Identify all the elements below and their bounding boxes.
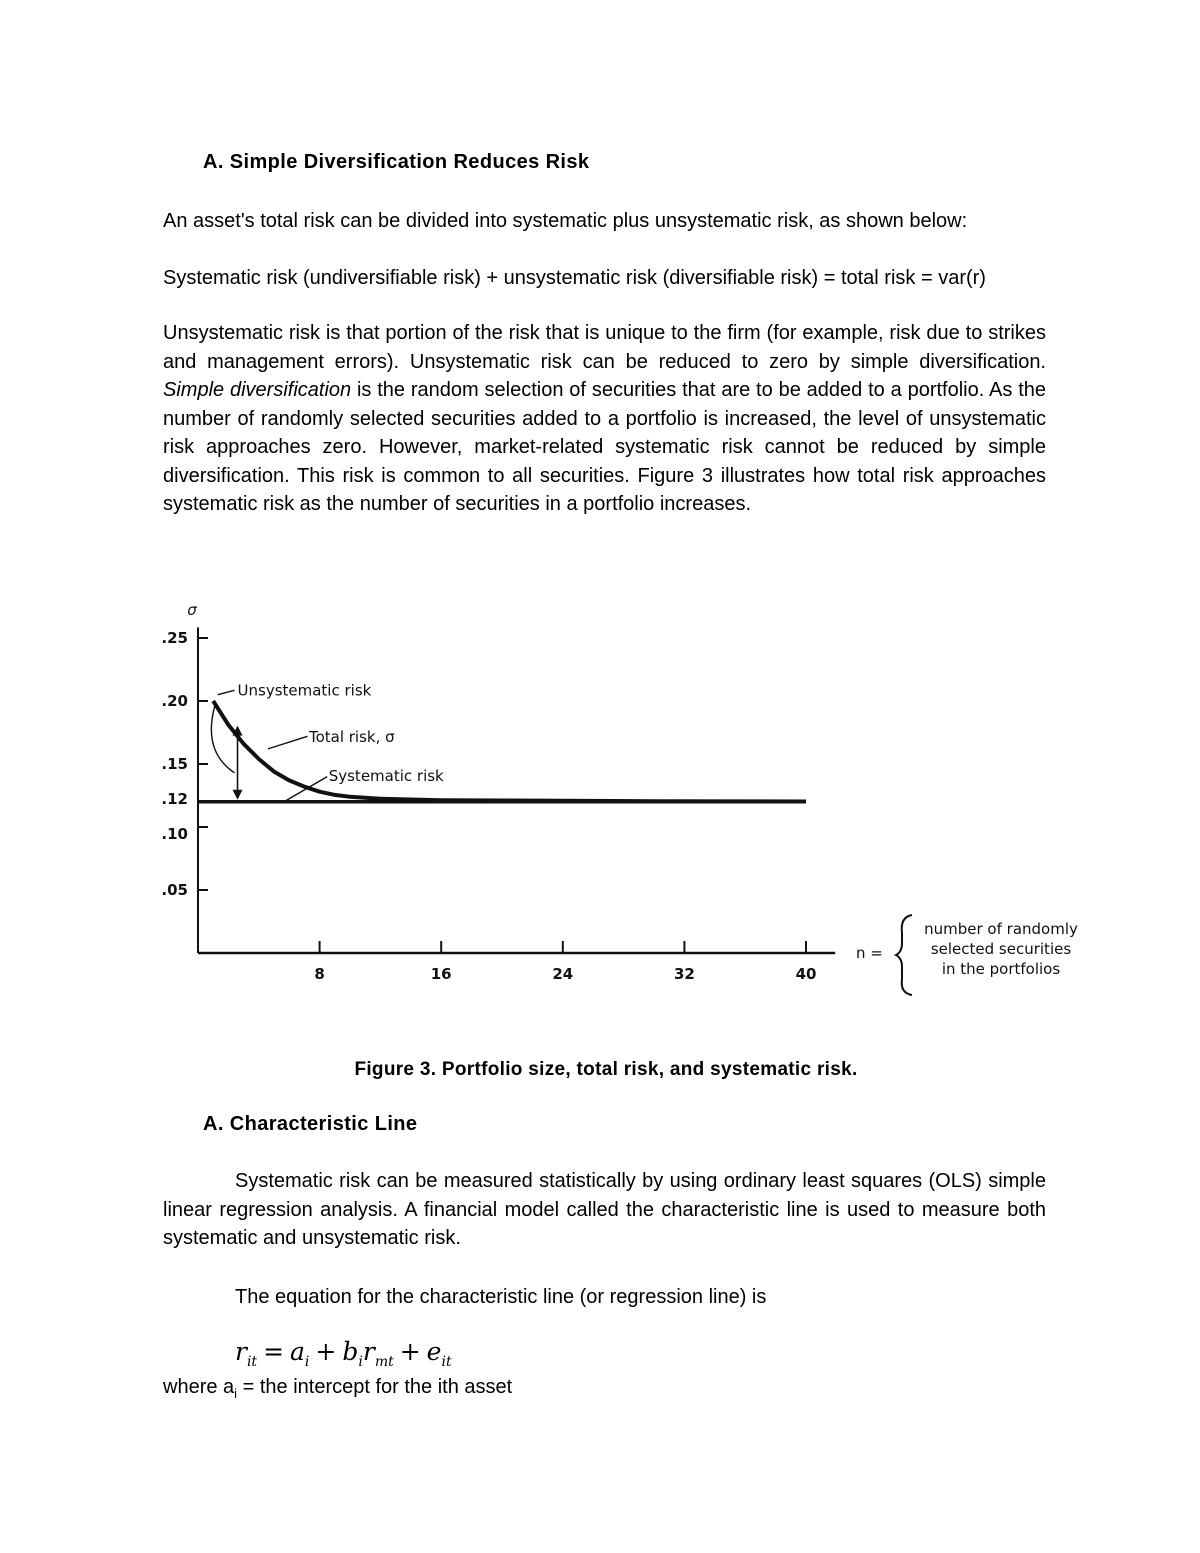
arrowhead-down bbox=[233, 790, 243, 800]
leader-unsystematic bbox=[218, 690, 235, 694]
x-axis-label-prefix: n = bbox=[856, 944, 883, 962]
leader-total bbox=[268, 736, 308, 749]
where-sub: i bbox=[234, 1386, 238, 1401]
x-axis-label-brace bbox=[896, 915, 912, 995]
paragraph-text-part2: is the random selection of securities that are to be added to a portfolio. As the number of randomly selected securities added to a portfolio is increased, the level of unsystematic risk approaches zero. However, market-related systematic risk cannot be reduced by simple diversification. This risk is common to all securities. Figure 3 illustrates how total risk approaches systematic risk as the number of securities in a portfolio increases. bbox=[163, 379, 1046, 515]
paragraph-emphasis: Simple diversification bbox=[163, 379, 352, 401]
x-axis-label-line: number of randomly bbox=[924, 920, 1078, 938]
unsystematic-risk-paragraph bbox=[163, 319, 1046, 519]
paragraph-text-part1: Unsystematic risk is that portion of the risk that is unique to the firm (for example, risk due to strikes and management errors). Unsystematic risk can be reduced to zero by simple diversification. bbox=[163, 322, 1046, 373]
eq-equals: = bbox=[263, 1337, 285, 1366]
eq-term-a-sub: i bbox=[304, 1354, 310, 1370]
risk-formula-line: Systematic risk (undiversifiable risk) + unsystematic risk (diversifiable risk) = total risk = var(r) bbox=[163, 267, 986, 289]
where-suffix: = the intercept for the ith asset bbox=[237, 1376, 513, 1398]
y-tick-label: .15 bbox=[161, 755, 188, 773]
x-tick-label: 24 bbox=[552, 965, 574, 983]
intro-sentence: An asset's total risk can be divided into systematic plus unsystematic risk, as shown below: bbox=[163, 210, 968, 232]
portfolio-risk-chart bbox=[150, 595, 1100, 1015]
annotation-unsystematic-risk: Unsystematic risk bbox=[237, 681, 372, 700]
x-axis-label-line: selected securities bbox=[930, 940, 1072, 958]
where-prefix: where a bbox=[163, 1376, 235, 1398]
characteristic-line-equation bbox=[235, 1337, 452, 1370]
x-tick-label: 40 bbox=[795, 965, 817, 983]
y-tick-label: .05 bbox=[161, 881, 188, 899]
eq-term-b: b bbox=[342, 1337, 359, 1366]
equation-intro: The equation for the characteristic line (or regression line) is bbox=[235, 1286, 767, 1308]
y-tick-label: .20 bbox=[161, 692, 188, 710]
eq-term-rm: r bbox=[362, 1337, 375, 1366]
eq-lhs-sub: it bbox=[246, 1354, 258, 1370]
characteristic-line-paragraph: Systematic risk can be measured statistically by using ordinary least squares (OLS) simple linear regression analysis. A financial model called the characteristic line is used to measure both systematic and unsystematic risk. bbox=[163, 1170, 1046, 1249]
y-tick-label: .10 bbox=[161, 825, 188, 843]
eq-term-a: a bbox=[290, 1337, 305, 1366]
y-tick-label: .12 bbox=[161, 789, 188, 808]
eq-term-rm-sub: mt bbox=[374, 1354, 394, 1370]
section-heading-diversification: A. Simple Diversification Reduces Risk bbox=[203, 151, 590, 173]
where-definition bbox=[163, 1373, 512, 1409]
y-tick-label: .25 bbox=[161, 629, 188, 647]
eq-term-e-sub: it bbox=[441, 1354, 452, 1370]
eq-lhs: r bbox=[235, 1337, 247, 1366]
total-risk-curve bbox=[213, 701, 806, 802]
x-tick-label: 8 bbox=[314, 965, 325, 983]
x-tick-label: 32 bbox=[673, 965, 695, 983]
annotation-total-risk: Total risk, σ bbox=[308, 727, 395, 746]
annotation-systematic-risk: Systematic risk bbox=[328, 767, 444, 786]
y-axis-label: σ bbox=[187, 601, 197, 619]
section-heading-characteristic-line: A. Characteristic Line bbox=[203, 1113, 418, 1135]
eq-plus-2: + bbox=[399, 1337, 421, 1366]
figure-caption: Figure 3. Portfolio size, total risk, and systematic risk. bbox=[354, 1059, 858, 1080]
x-axis-label-line: in the portfolios bbox=[941, 960, 1061, 978]
x-tick-label: 16 bbox=[430, 965, 452, 983]
eq-term-e: e bbox=[426, 1337, 442, 1366]
eq-plus-1: + bbox=[315, 1337, 337, 1366]
eq-term-b-sub: i bbox=[358, 1354, 363, 1370]
